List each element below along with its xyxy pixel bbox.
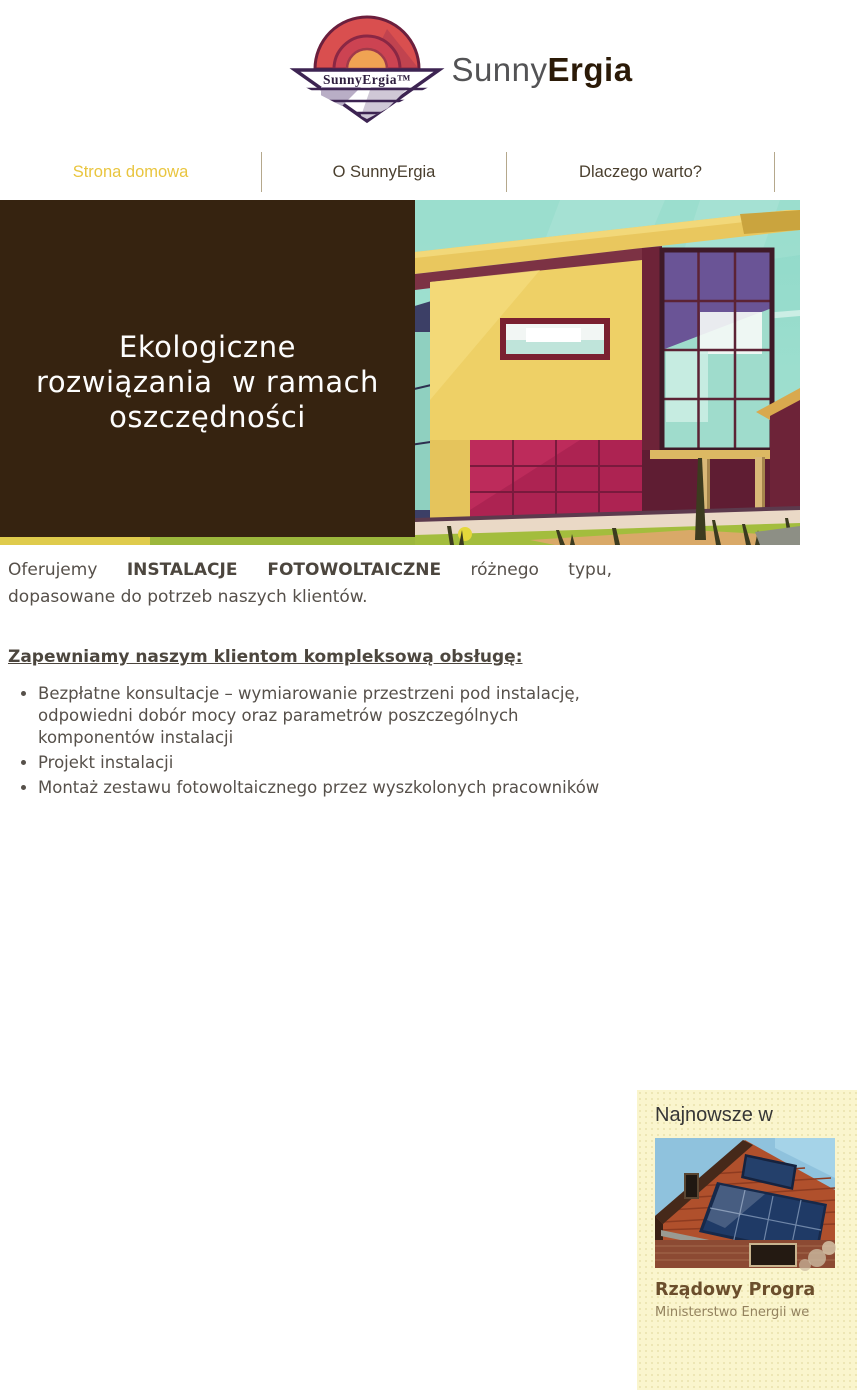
nav-item-cutoff <box>775 152 800 192</box>
hero-headline-line3: oszczędności <box>109 400 306 434</box>
list-item: • Bezpłatne konsultacje – wymiarowanie przestrzeni pod instalację, odpowiedni dobór mocy oraz parametrów poszczególnych komponentów instalacji <box>38 683 612 749</box>
hero-headline-line1: Ekologiczne <box>119 330 296 364</box>
article <box>8 557 612 802</box>
post-meta: Ministerstwo Energii we <box>655 1305 810 1320</box>
nav-item-home[interactable]: Strona domowa <box>0 152 262 192</box>
sidebar-heading: Najnowsze w <box>655 1104 773 1126</box>
site-logo[interactable] <box>62 10 862 130</box>
nav-item-why[interactable]: Dlaczego warto? <box>507 152 775 192</box>
intro-paragraph <box>8 557 612 611</box>
list-item: • Montaż zestawu fotowoltaicznego przez wyszkolonych pracowników <box>38 777 612 799</box>
intro-pre: Oferujemy <box>8 560 127 580</box>
logo-triangle-text: SunnyErgia™ <box>323 72 412 87</box>
services-list <box>8 683 612 799</box>
hero-headline <box>36 330 379 435</box>
sun-triangle-logo-icon <box>291 17 443 123</box>
hero-text-panel <box>0 200 415 537</box>
intro-post: różnego typu, dopasowane do potrzeb naszych klientów. <box>8 560 612 607</box>
main-nav <box>0 150 800 194</box>
post-title-link[interactable]: Rządowy Progra <box>655 1280 816 1300</box>
solar-roof-photo-image <box>655 1138 835 1268</box>
wordmark <box>451 51 632 89</box>
wordmark-bold: Ergia <box>547 51 633 88</box>
nav-item-about[interactable]: O SunnyErgia <box>262 152 507 192</box>
services-subheading: Zapewniamy naszym klientom kompleksową obsługę: <box>8 647 523 667</box>
main-content <box>0 545 816 1320</box>
wordmark-light: Sunny <box>451 51 548 88</box>
intro-strong: INSTALACJE FOTOWOLTAICZNE <box>126 560 442 580</box>
latest-posts-sidebar <box>637 1090 857 1390</box>
hero-headline-line2: rozwiązania w ramach <box>36 365 379 399</box>
list-item: • Projekt instalacji <box>38 752 612 774</box>
solar-roof-photo[interactable] <box>655 1138 835 1268</box>
hero-banner <box>0 200 800 545</box>
